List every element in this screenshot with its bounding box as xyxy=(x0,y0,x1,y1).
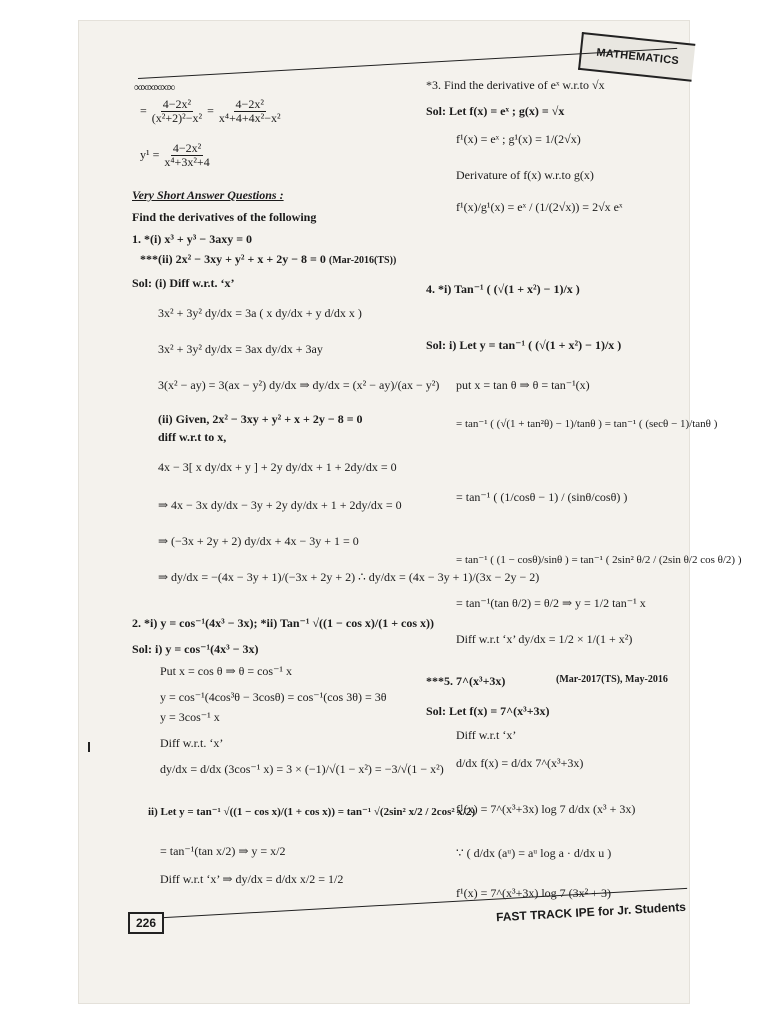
vsaq-heading: Very Short Answer Questions : xyxy=(132,188,284,202)
exam-tag: (Mar-2016(TS)) xyxy=(328,255,397,266)
question-1-i: 1. *(i) x³ + y³ − 3axy = 0 xyxy=(132,232,253,246)
solution-1-step-i: ⇒ dy/dx = −(4x − 3y + 1)/(−3x + 2y + 2) ∴ dy/dx = (4x − 3y + 1)/(3x − 2y − 2) xyxy=(158,570,540,584)
solution-1-heading: Sol: (i) Diff w.r.t. ‘x’ xyxy=(132,276,235,290)
frac-num: 4−2x² xyxy=(162,97,192,111)
page-number: 226 xyxy=(128,912,164,934)
solution-2-step-h: Diff w.r.t ‘x’ ⇒ dy/dx = d/dx x/2 = 1/2 xyxy=(160,872,344,886)
margin-mark xyxy=(88,742,90,752)
y1-label: y¹ = xyxy=(140,147,160,162)
solution-5-heading: Sol: Let f(x) = 7^(x³+3x) xyxy=(426,704,550,718)
solution-5-step-a: Diff w.r.t ‘x’ xyxy=(456,728,517,742)
question-1-ii xyxy=(140,252,396,268)
solution-1-step-e: diff w.r.t to x, xyxy=(158,430,227,444)
decorative-ornament: ∞∞∞∞∞∞ xyxy=(134,80,174,94)
solution-5-step-b: d/dx f(x) = d/dx 7^(x³+3x) xyxy=(456,756,584,770)
solution-5-step-d: ∵ ( d/dx (aᵘ) = aᵘ log a · d/dx u ) xyxy=(456,846,612,860)
solution-5-step-c: f¹(x) = 7^(x³+3x) log 7 d/dx (x³ + 3x) xyxy=(456,802,636,816)
solution-4-step-e: = tan⁻¹(tan θ/2) = θ/2 ⇒ y = 1/2 tan⁻¹ x xyxy=(456,596,646,610)
question-4: 4. *i) Tan⁻¹ ( (√(1 + x²) − 1)/x ) xyxy=(426,282,580,296)
textbook-page xyxy=(78,20,742,1004)
frac-num: 4−2x² xyxy=(235,97,264,111)
solution-3-step-a: f¹(x) = eˣ ; g¹(x) = 1/(2√x) xyxy=(456,132,581,146)
solution-4-step-c: = tan⁻¹ ( (1/cosθ − 1) / (sinθ/cosθ) ) xyxy=(456,490,628,504)
frac-den: (x²+2)²−x² xyxy=(151,111,203,126)
frac-num: 4−2x² xyxy=(172,141,202,155)
solution-4-step-a: put x = tan θ ⇒ θ = tan⁻¹(x) xyxy=(456,378,590,392)
solution-2-step-c: y = 3cos⁻¹ x xyxy=(160,710,220,724)
solution-4-heading: Sol: i) Let y = tan⁻¹ ( (√(1 + x²) − 1)/x ) xyxy=(426,338,622,352)
solution-2-step-f: ii) Let y = tan⁻¹ √((1 − cos x)/(1 + cos x)) = tan⁻¹ √(2sin² x/2 / 2cos² x/2) xyxy=(148,806,476,818)
solution-3-heading: Sol: Let f(x) = eˣ ; g(x) = √x xyxy=(426,104,565,118)
solution-3-step-c: f¹(x)/g¹(x) = eˣ / (1/(2√x)) = 2√x eˣ xyxy=(456,200,623,214)
solution-4-step-f: Diff w.r.t ‘x’ dy/dx = 1/2 × 1/(1 + x²) xyxy=(456,632,633,646)
solution-1-step-h: ⇒ (−3x + 2y + 2) dy/dx + 4x − 3y + 1 = 0 xyxy=(158,534,359,548)
top-equation-1: = $\frac{\text{4−2x²}}{\text{(x²+2)²−x²}}$ = $\frac{\text{4−2x²}}{\text{x⁴+4+4x²−x²}}$ xyxy=(140,97,281,126)
solution-1-step-c: 3(x² − ay) = 3(ax − y²) dy/dx ⇒ dy/dx = (x² − ay)/(ax − y²) xyxy=(158,378,440,392)
solution-2-step-g: = tan⁻¹(tan x/2) ⇒ y = x/2 xyxy=(160,844,286,858)
exam-tag-5: (Mar-2017(TS), May-2016 xyxy=(556,674,668,685)
solution-2-step-a: Put x = cos θ ⇒ θ = cos⁻¹ x xyxy=(160,664,293,678)
solution-4-step-b: = tan⁻¹ ( (√(1 + tan²θ) − 1)/tanθ ) = tan⁻¹ ( (secθ − 1)/tanθ ) xyxy=(456,418,718,430)
solution-5-step-e: f¹(x) = 7^(x³+3x) log 7 (3x² + 3) xyxy=(456,886,612,900)
solution-4-step-d: = tan⁻¹ ( (1 − cosθ)/sinθ ) = tan⁻¹ ( 2sin² θ/2 / (2sin θ/2 cos θ/2) ) xyxy=(456,554,742,566)
y1-equation xyxy=(140,142,212,169)
solution-1-step-f: 4x − 3[ x dy/dx + y ] + 2y dy/dx + 1 + 2dy/dx = 0 xyxy=(158,460,397,474)
solution-2-step-e: dy/dx = d/dx (3cos⁻¹ x) = 3 × (−1)/√(1 − x²) = −3/√(1 − x²) xyxy=(160,762,444,776)
solution-1-step-g: ⇒ 4x − 3x dy/dx − 3y + 2y dy/dx + 1 + 2dy/dx = 0 xyxy=(158,498,402,512)
subject-label: MATHEMATICS xyxy=(595,46,680,68)
question-2: 2. *i) y = cos⁻¹(4x³ − 3x); *ii) Tan⁻¹ √((1 − cos x)/(1 + cos x)) xyxy=(132,616,435,630)
frac-den: x⁴+4+4x²−x² xyxy=(218,111,281,126)
solution-2-step-d: Diff w.r.t. ‘x’ xyxy=(160,736,224,750)
solution-1-step-a: 3x² + 3y² dy/dx = 3a ( x dy/dx + y d/dx x ) xyxy=(158,306,362,320)
question-3: *3. Find the derivative of eˣ w.r.to √x xyxy=(426,78,605,92)
question-5: ***5. 7^(x³+3x) xyxy=(426,674,506,688)
solution-1-step-b: 3x² + 3y² dy/dx = 3ax dy/dx + 3ay xyxy=(158,342,323,356)
solution-1-step-d: (ii) Given, 2x² − 3xy + y² + x + 2y − 8 = 0 xyxy=(158,412,363,426)
right-column xyxy=(378,20,742,1004)
find-heading: Find the derivatives of the following xyxy=(132,210,317,224)
solution-2-heading: Sol: i) y = cos⁻¹(4x³ − 3x) xyxy=(132,642,259,656)
solution-2-step-b: y = cos⁻¹(4cos³θ − 3cosθ) = cos⁻¹(cos 3θ) = 3θ xyxy=(160,690,387,704)
frac-den: x⁴+3x²+4 xyxy=(164,155,210,170)
question-1-ii-text: ***(ii) 2x² − 3xy + y² + x + 2y − 8 = 0 xyxy=(140,252,326,266)
footer-book-title: FAST TRACK IPE for Jr. Students xyxy=(495,899,687,925)
solution-3-step-b: Derivature of f(x) w.r.to g(x) xyxy=(456,168,594,182)
